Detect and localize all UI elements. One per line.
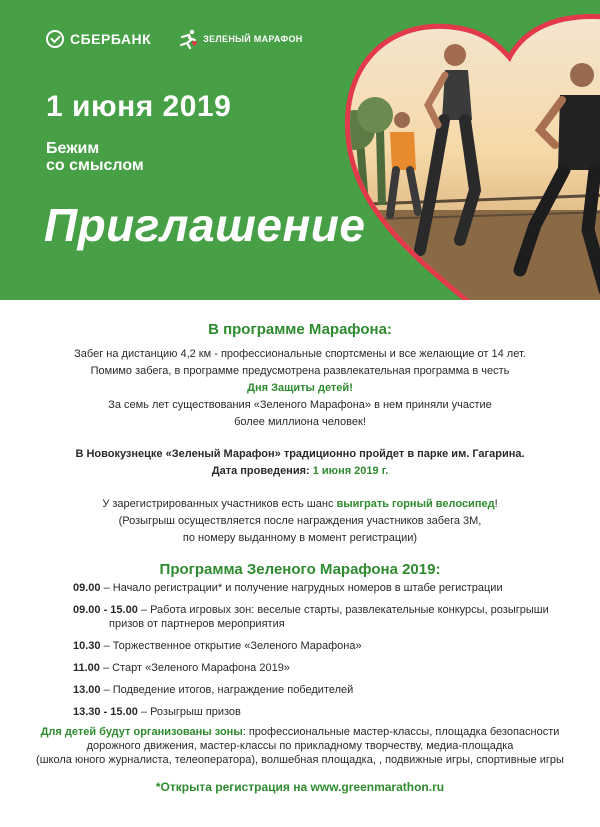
sberbank-logo xyxy=(46,30,151,48)
kids-zones: Для детей будут организованы зоны: профессиональные мастер-классы, площадка безопасности дорожного движения, мастер-классы по прикладному творчеству, медиа-площадка (школа юного журналиста, телеоператора), волшебная площадка, , подвижные игры, спортивные игры xyxy=(36,726,564,766)
bike-prize: выиграть горный велосипед xyxy=(336,498,495,510)
event-date-value: 1 июня 2019 г. xyxy=(312,465,389,477)
event-date: 1 июня 2019 xyxy=(46,90,232,123)
registration-link[interactable]: *Открыта регистрация на www.greenmarathon.ru xyxy=(155,780,445,794)
green-marathon-name: ЗЕЛЕНЫЙ МАРАФОН xyxy=(203,34,303,44)
schedule-item: 09.00 – Начало регистрации* и получение нагрудных номеров в штабе регистрации xyxy=(73,582,503,594)
green-marathon-logo xyxy=(177,28,302,50)
slogan: Бежим со смыслом xyxy=(46,140,144,174)
runner-icon xyxy=(177,28,199,50)
schedule-item: 09.00 - 15.00 – Работа игровых зон: веселые старты, развлекательные конкурсы, розыгрыши призов от партнеров мероприятия xyxy=(73,604,549,630)
hero-banner xyxy=(0,0,600,300)
invitation-body xyxy=(0,300,600,578)
schedule-item: 10.30 – Торжественное открытие «Зеленого Марафона» xyxy=(73,640,362,652)
program-heading: В программе Марафона: xyxy=(208,321,392,338)
sberbank-check-icon xyxy=(46,30,64,48)
childrens-day: Дня Защиты детей! xyxy=(247,382,353,394)
invitation-title: Приглашение xyxy=(44,199,366,251)
venue-text: В Новокузнецке «Зеленый Марафон» традиционно пройдет в парке им. Гагарина. Дата проведения: 1 июня 2019 г. xyxy=(75,448,525,477)
schedule-list xyxy=(73,581,573,727)
schedule-item: 13.00 – Подведение итогов, награждение победителей xyxy=(73,684,354,696)
schedule-heading: Программа Зеленого Марафона 2019: xyxy=(159,561,441,578)
kids-zones-label: Для детей будут организованы зоны xyxy=(40,726,243,738)
about-text: Забег на дистанцию 4,2 км - профессиональные спортсмены и все желающие от 14 лет. Помимо забега, в программе предусмотрена развлекательная программа в честь Дня Защиты детей! За семь лет существования «Зеленого Марафона» в нем приняли участие более миллиона человек! xyxy=(0,346,600,431)
schedule-item: 11.00 – Старт «Зеленого Марафона 2019» xyxy=(73,662,290,674)
logos xyxy=(46,28,303,50)
schedule-item: 13.30 - 15.00 – Розыгрыш призов xyxy=(73,706,241,718)
sberbank-name: СБЕРБАНК xyxy=(70,31,152,47)
prize-text: У зарегистрированных участников есть шанс выиграть горный велосипед! (Розыгрыш осуществляется после награждения участников забега 3М, по номеру выданному в момент регистрации) xyxy=(102,498,498,544)
runners-photo xyxy=(320,0,600,300)
